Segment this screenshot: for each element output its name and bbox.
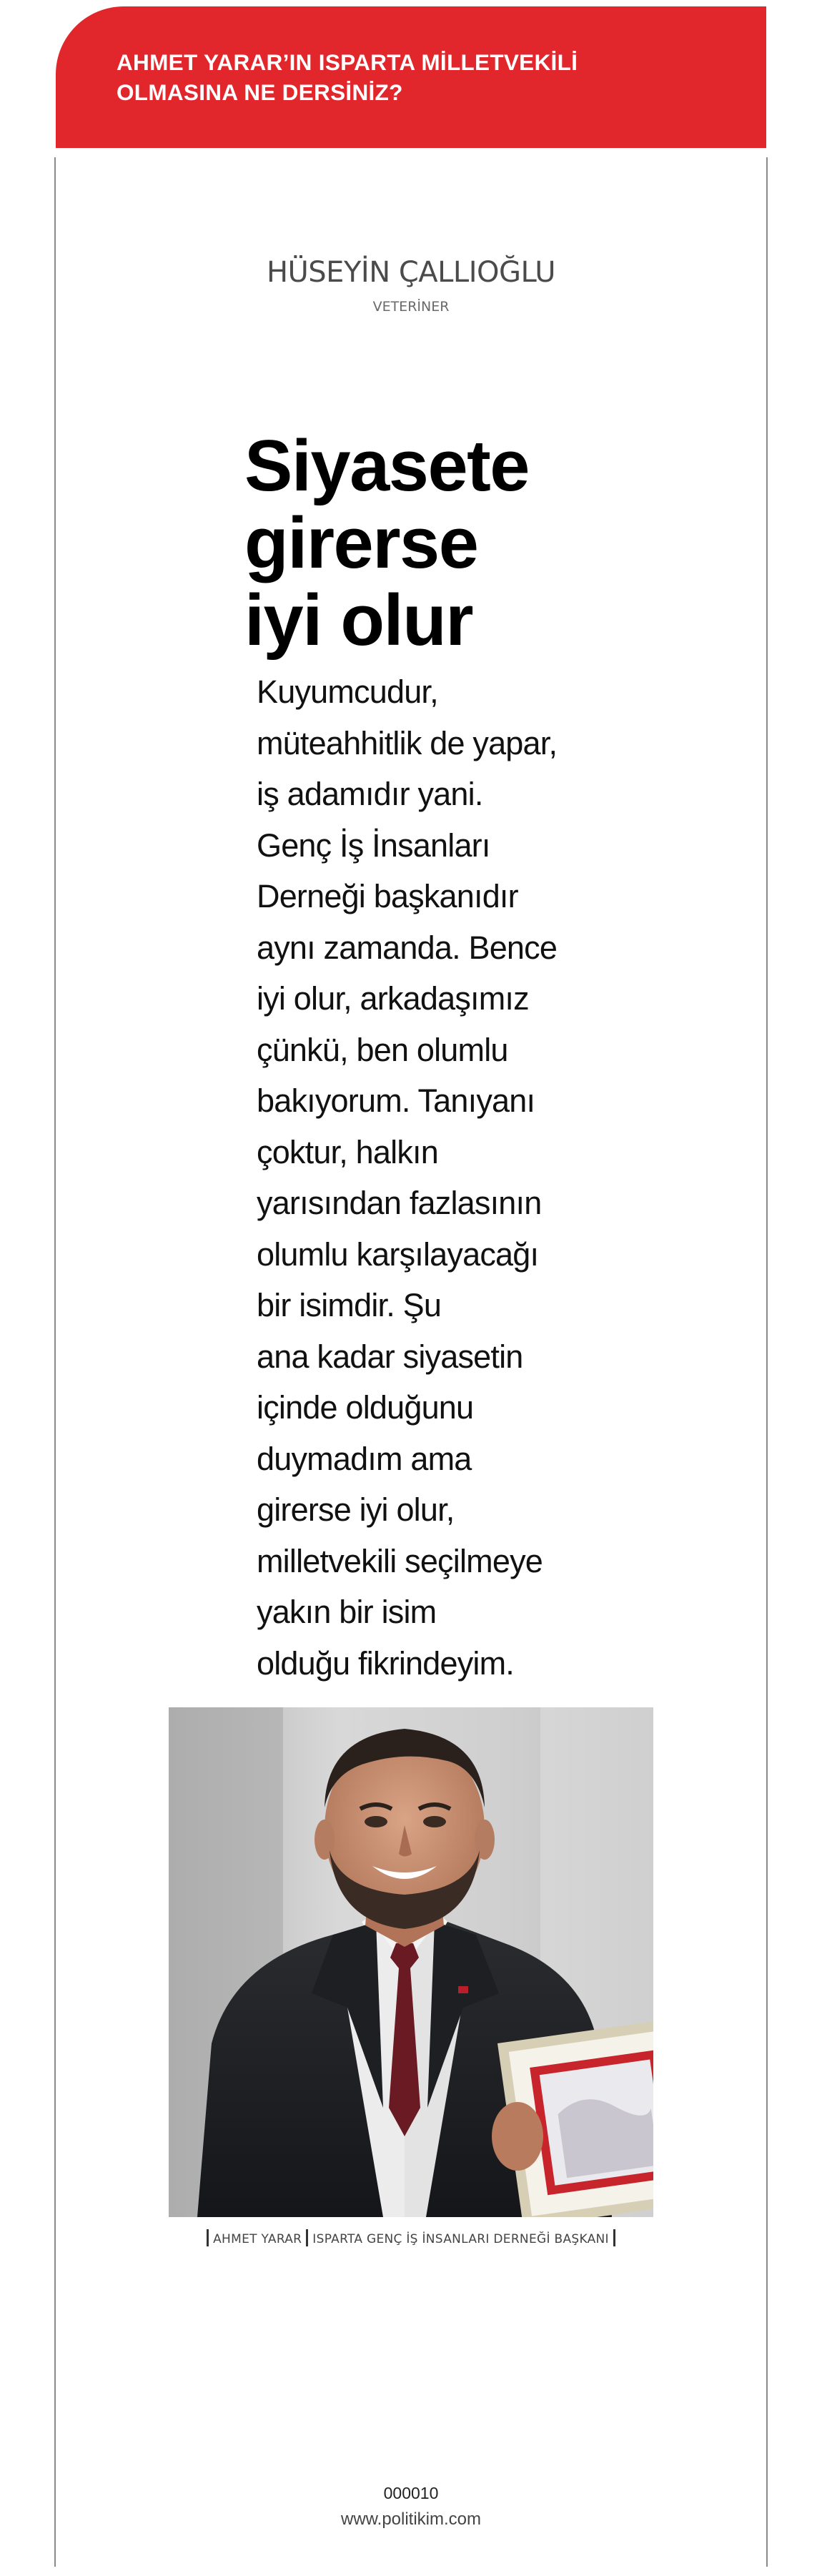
- body-line: bakıyorum. Tanıyanı: [257, 1082, 535, 1119]
- caption-name: AHMET YARAR: [213, 2232, 302, 2246]
- body-line: içinde olduğunu: [257, 1389, 474, 1426]
- body-line: aynı zamanda. Bence: [257, 929, 558, 966]
- website-link[interactable]: www.politikim.com: [340, 2510, 482, 2529]
- body-line: olduğu fikrindeyim.: [257, 1644, 514, 1682]
- body-line: yakın bir isim: [257, 1594, 437, 1630]
- headline-line: Siyasete: [244, 426, 529, 506]
- question-banner: [56, 6, 766, 148]
- page-number: 000010: [383, 2484, 439, 2502]
- body-line: bir isimdir. Şu: [257, 1287, 442, 1323]
- body-text: [257, 666, 628, 1689]
- portrait-illustration: [169, 1707, 653, 2217]
- caption-divider: [613, 2229, 615, 2246]
- body-line: duymadım ama: [257, 1440, 472, 1477]
- body-line: yarısından fazlasının: [257, 1185, 542, 1221]
- headline-line: girerse: [244, 503, 478, 583]
- body-line: olumlu karşılayacağı: [257, 1235, 539, 1273]
- body-line: müteahhitlik de yapar,: [257, 724, 558, 761]
- body-line: girerse iyi olur,: [257, 1491, 455, 1528]
- body-line: Genç İş İnsanları: [257, 826, 490, 864]
- caption-role: ISPARTA GENÇ İŞ İNSANLARI DERNEĞİ BAŞKANI: [312, 2232, 609, 2246]
- body-line: ana kadar siyasetin: [257, 1338, 523, 1375]
- body-line: iş adamıdır yani.: [257, 776, 483, 812]
- caption-divider: [207, 2229, 209, 2246]
- portrait-photo: [169, 1707, 653, 2217]
- body-line: Kuyumcudur,: [257, 673, 438, 710]
- caption-divider: [306, 2229, 308, 2246]
- author-title: VETERİNER: [372, 299, 450, 315]
- author-name: HÜSEYİN ÇALLIOĞLU: [266, 256, 556, 289]
- body-line: milletvekili seçilmeye: [257, 1542, 543, 1579]
- headline: [244, 428, 616, 659]
- banner-line-1: AHMET YARAR’IN ISPARTA MİLLETVEKİLİ: [117, 49, 578, 75]
- body-line: çoktur, halkın: [257, 1133, 438, 1170]
- headline-line: iyi olur: [244, 581, 473, 661]
- body-line: çünkü, ben olumlu: [257, 1031, 508, 1068]
- body-line: iyi olur, arkadaşımız: [257, 980, 529, 1017]
- body-line: Derneği başkanıdır: [257, 878, 518, 914]
- banner-line-2: OLMASINA NE DERSİNİZ?: [117, 79, 403, 105]
- photo-caption: [0, 2229, 822, 2246]
